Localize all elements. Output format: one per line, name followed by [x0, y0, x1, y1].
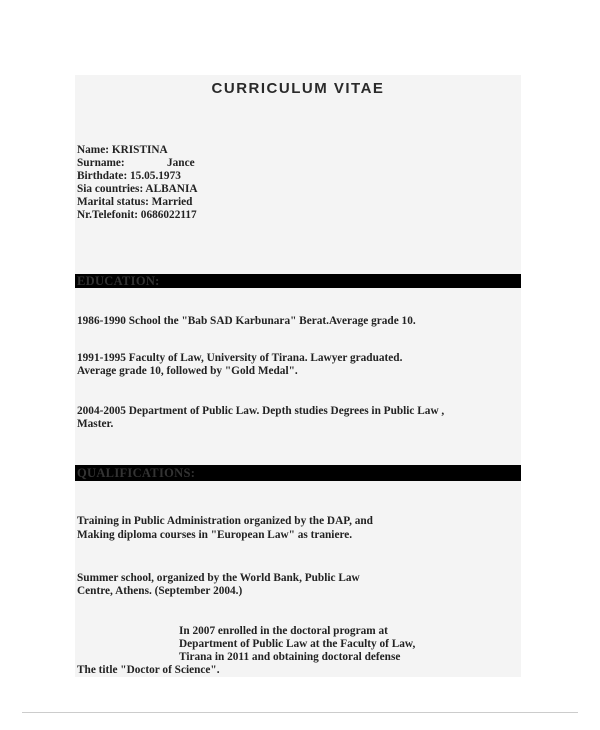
education-entry-2-line-1: 1991-1995 Faculty of Law, University of Tirana. Lawyer graduated. — [77, 352, 403, 364]
qualification-3-line-4: The title "Doctor of Science". — [77, 664, 220, 676]
surname-value: Jance — [167, 157, 195, 169]
surname-label: Surname: — [77, 157, 125, 169]
qualifications-heading: QUALIFICATIONS: — [75, 465, 521, 481]
education-entry-1: 1986-1990 School the "Bab SAD Karbunara" Berat.Average grade 10. — [77, 315, 416, 327]
qualification-3-line-2: Department of Public Law at the Faculty of Law, — [179, 638, 416, 650]
qualification-2-line-2: Centre, Athens. (September 2004.) — [77, 585, 243, 597]
qualification-2-line-1: Summer school, organized by the World Bank, Public Law — [77, 572, 360, 584]
page-divider — [22, 712, 578, 713]
qualification-1-line-2: Making diploma courses in "European Law" as traniere. — [77, 529, 353, 541]
name-line: Name: KRISTINA — [77, 144, 168, 156]
document-title: CURRICULUM VITAE — [211, 80, 385, 97]
education-entry-3-line-1: 2004-2005 Department of Public Law. Depth studies Degrees in Public Law , — [77, 405, 445, 417]
marital-line: Marital status: Married — [77, 196, 193, 208]
phone-line: Nr.Telefonit: 0686022117 — [77, 209, 197, 221]
education-heading: EDUCATION: — [75, 274, 521, 288]
qualification-3-line-1: In 2007 enrolled in the doctoral program at — [179, 625, 388, 637]
qualification-3-line-3: Tirana in 2011 and obtaining doctoral defense — [179, 651, 401, 663]
education-entry-2-line-2: Average grade 10, followed by "Gold Medal". — [77, 365, 298, 377]
qualification-1-line-1: Training in Public Administration organized by the DAP, and — [77, 515, 373, 527]
education-entry-3-line-2: Master. — [77, 418, 114, 430]
country-line: Sia countries: ALBANIA — [77, 183, 198, 195]
birthdate-line: Birthdate: 15.05.1973 — [77, 170, 181, 182]
